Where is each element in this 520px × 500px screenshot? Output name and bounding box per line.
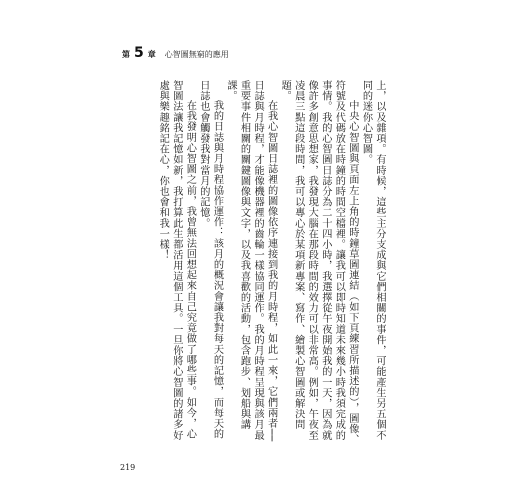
vertical-body-text [120, 80, 386, 450]
chapter-header [122, 46, 229, 60]
paragraph-4: 我的日誌與月時程協作運作：該月的概況會讓我對每天的記憶，而每天的日誌也會觸發我對當月的記憶。 [197, 80, 223, 440]
paragraph-1: 上，以及雜項。有時候，這些主分支成與它們相關的事件，可能產生另五個不同的迷你心智圖。 [360, 80, 385, 441]
paragraph-3: 在我心智圖日誌裡的圖像依序連接到我的月時程，如此一來，它們兩者──日誌與月時程，才能像機器裡的齒輪一樣協同運作。我的月時程呈現與該月最重要事件相關的關鍵圖像與文字，以及我喜歡的活動，包含跑步、划船與講課。 [224, 80, 277, 443]
page-number: 219 [120, 463, 136, 472]
chapter-suffix: 章 [147, 50, 156, 59]
paragraph-2: 中央心智圖與頁面左上角的時鐘草圖連結（如下頁練習所描述的），圖像、符號及代碼放在時鐘的時間空檔裡。讓我可以即時知道未來幾小時我須完成的事情。我的心智圖日誌分為二十四小時，我選擇從午夜開始我的一天，因為就像許多創意思想家，我發現大腦在那段時間的效力可以非常高。例如，午夜至凌晨三點這段時間，我可以專心於某項新專案、寫作、繪製心智圖或解決問題。 [279, 80, 358, 446]
paragraph-5: 在我發明心智圖之前，我曾無法回想起來自己究竟做了哪些事。如今，心智圖法讓我記憶如新，我打算此生都活用這個工具。一旦你將心智圖的諸多好處與樂趣銘記在心，你也會和我一樣！ [157, 80, 196, 441]
chapter-number: 5 [134, 45, 144, 61]
chapter-title: 心智圖無窮的應用 [164, 50, 229, 59]
chapter-prefix: 第 [122, 50, 130, 59]
